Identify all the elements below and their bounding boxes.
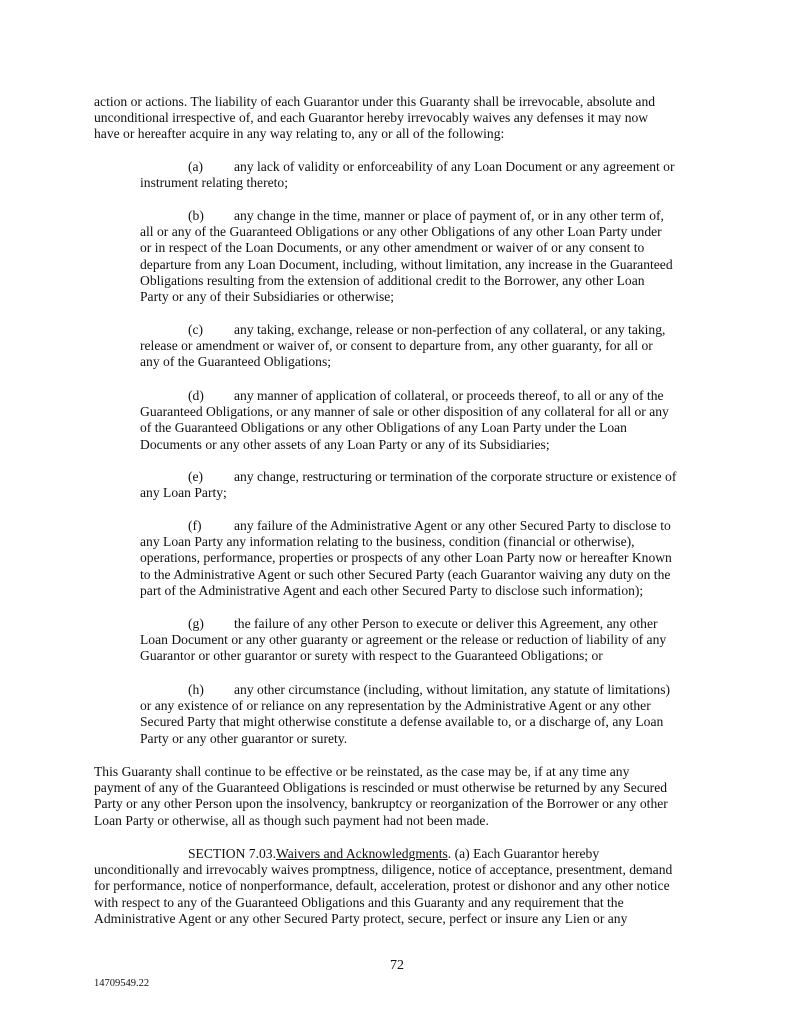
text-line: unconditionally and irrevocably waives promptness, diligence, notice of acceptance, presentment, demand bbox=[94, 862, 673, 878]
section-7-03 bbox=[94, 846, 714, 927]
text-line: unconditional irrespective of, and each Guarantor hereby irrevocably waives any defenses it may now bbox=[94, 110, 649, 126]
text-line: Party or any other guarantor or surety. bbox=[140, 730, 348, 746]
clause-e bbox=[140, 469, 760, 501]
text-line: Loan Party or otherwise, all as though such payment had not been made. bbox=[94, 812, 489, 828]
text-line: departure from any Loan Document, including, without limitation, any increase in the Guaranteed bbox=[140, 256, 673, 272]
clause-f bbox=[140, 518, 760, 599]
text-line: instrument relating thereto; bbox=[140, 175, 288, 191]
clause-b bbox=[140, 208, 760, 305]
text-line: any failure of the Administrative Agent or any other Secured Party to disclose to bbox=[234, 518, 671, 533]
text-line: or in respect of the Loan Documents, or any other amendment or waiver of or any consent to bbox=[140, 240, 645, 256]
text-line: release or amendment or waiver of, or consent to departure from, any other guaranty, for all or bbox=[140, 338, 653, 354]
text-line: Secured Party that might otherwise constitute a defense available to, or a discharge of, any Loan bbox=[140, 714, 664, 730]
text-line: any taking, exchange, release or non-perfection of any collateral, or any taking, bbox=[234, 322, 666, 337]
text-line: action or actions. The liability of each Guarantor under this Guaranty shall be irrevocable, absolute and bbox=[94, 94, 656, 109]
text-line: Administrative Agent or any other Secured Party protect, secure, perfect or insure any Lien or any bbox=[94, 910, 628, 926]
text-line: . (a) Each Guarantor hereby bbox=[447, 846, 600, 861]
text-line: Guaranteed Obligations, or any manner of sale or other disposition of any collateral for all or any bbox=[140, 404, 669, 420]
text-line: any Loan Party; bbox=[140, 485, 227, 501]
text-line: any of the Guaranteed Obligations; bbox=[140, 354, 332, 370]
text-line: for performance, notice of nonperformance, default, acceleration, protest or dishonor and any other notice bbox=[94, 878, 670, 894]
clause-label: (b) bbox=[188, 208, 204, 223]
text-line: any Loan Party any information relating to the business, condition (financial or otherwise), bbox=[140, 534, 635, 550]
text-line: Guarantor or other guarantor or surety with respect to the Guaranteed Obligations; or bbox=[140, 648, 603, 664]
clause-label: (a) bbox=[188, 159, 204, 174]
clause-c bbox=[140, 322, 760, 371]
clause-a bbox=[140, 159, 760, 191]
reinstatement-paragraph bbox=[94, 764, 714, 829]
clause-g bbox=[140, 616, 760, 665]
clause-h bbox=[140, 682, 760, 747]
text-line: Loan Document or any other guaranty or agreement or the release or reduction of liability of any bbox=[140, 632, 667, 648]
clause-label: (c) bbox=[188, 322, 204, 337]
clause-label: (g) bbox=[188, 616, 204, 631]
text-line: of the Guaranteed Obligations or any other Obligations of any Loan Party under the Loan bbox=[140, 420, 627, 436]
text-line: have or hereafter acquire in any way relating to, any or all of the following: bbox=[94, 126, 505, 142]
text-line: Documents or any other assets of any Loan Party or any of its Subsidiaries; bbox=[140, 436, 550, 452]
text-line: any change in the time, manner or place of payment of, or in any other term of, bbox=[234, 208, 664, 223]
text-line: any other circumstance (including, without limitation, any statute of limitations) bbox=[234, 682, 671, 697]
clause-label: (h) bbox=[188, 682, 204, 697]
document-id: 14709549.22 bbox=[94, 978, 150, 989]
text-line: part of the Administrative Agent and each other Secured Party to disclose such information); bbox=[140, 582, 644, 598]
clause-label: (f) bbox=[188, 518, 202, 533]
text-line: This Guaranty shall continue to be effective or be reinstated, as the case may be, if at any time any bbox=[94, 764, 630, 779]
clause-label: (e) bbox=[188, 469, 204, 484]
text-line: payment of any of the Guaranteed Obligations is rescinded or must otherwise be returned by any Secured bbox=[94, 780, 668, 796]
text-line: any lack of validity or enforceability of any Loan Document or any agreement or bbox=[234, 159, 675, 174]
text-line: operations, performance, properties or prospects of any other Loan Party now or hereafter Known bbox=[140, 550, 672, 566]
clause-label: (d) bbox=[188, 388, 204, 403]
text-line: Party or any of their Subsidiaries or otherwise; bbox=[140, 288, 395, 304]
text-line: the failure of any other Person to execute or deliver this Agreement, any other bbox=[234, 616, 658, 631]
intro-paragraph bbox=[94, 94, 714, 143]
text-line: to the Administrative Agent or such other Secured Party (each Guarantor waiving any duty on the bbox=[140, 566, 671, 582]
clause-d bbox=[140, 388, 760, 453]
section-title: Waivers and Acknowledgments bbox=[275, 846, 448, 861]
page-number: 72 bbox=[390, 958, 404, 973]
text-line: Party or any other Person upon the insolvency, bankruptcy or reorganization of the Borrower or any other bbox=[94, 796, 668, 812]
text-line: any change, restructuring or termination of the corporate structure or existence of bbox=[234, 469, 677, 484]
text-line: Obligations resulting from the extension of additional credit to the Borrower, any other Loan bbox=[140, 272, 645, 288]
text-line: with respect to any of the Guaranteed Obligations and this Guaranty and any requirement that the bbox=[94, 894, 624, 910]
text-line: all or any of the Guaranteed Obligations or any other Obligations of any other Loan Party under bbox=[140, 224, 662, 240]
text-line: any manner of application of collateral, or proceeds thereof, to all or any of the bbox=[234, 388, 664, 403]
text-line: or any existence of or reliance on any representation by the Administrative Agent or any other bbox=[140, 698, 651, 714]
section-number: SECTION 7.03. bbox=[188, 846, 276, 861]
